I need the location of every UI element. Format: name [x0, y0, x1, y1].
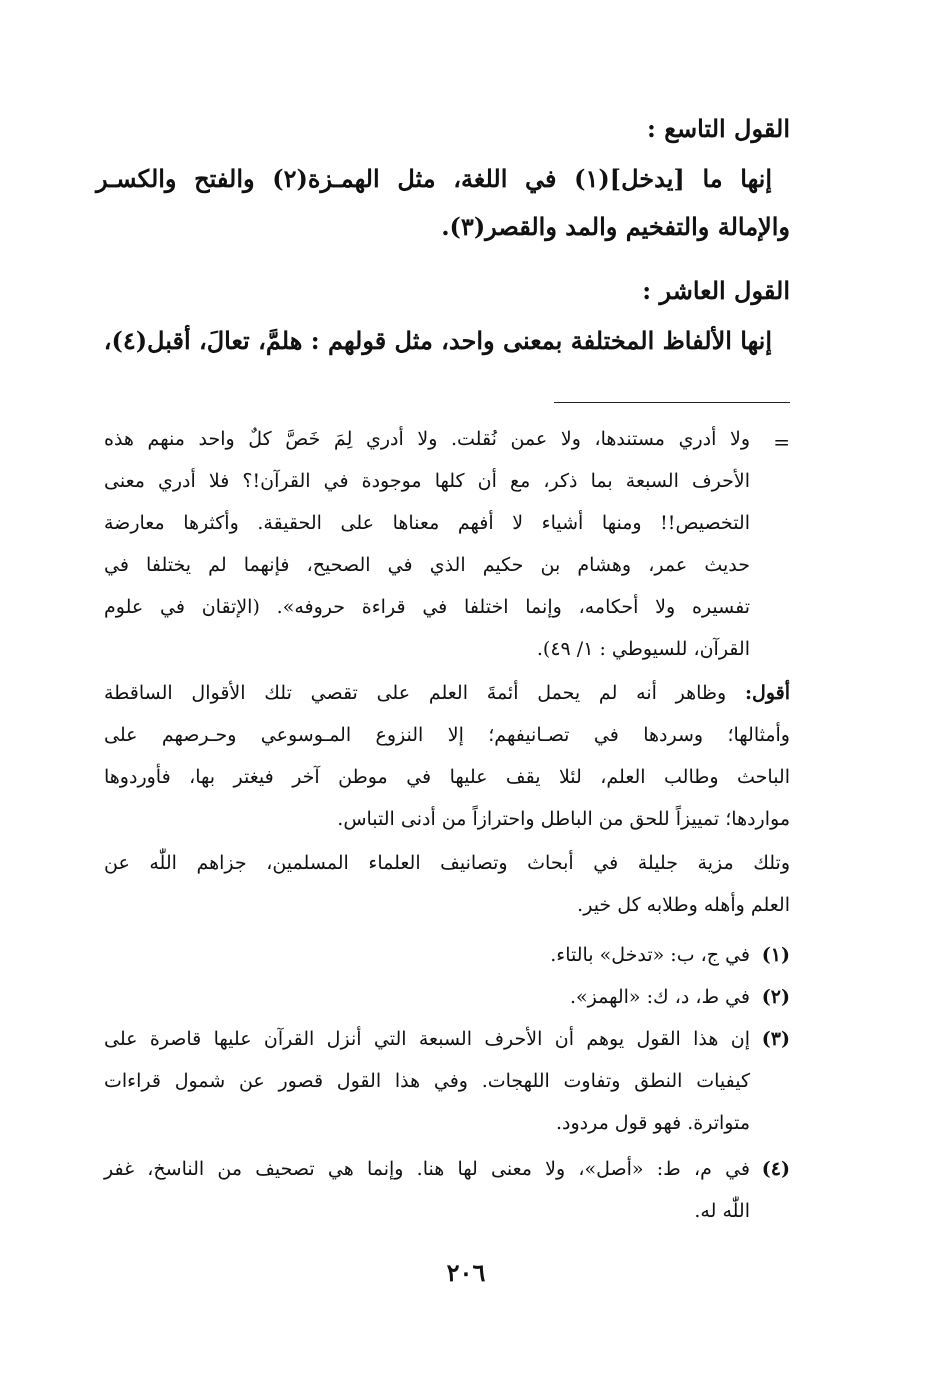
aqul-paragraph-line: مواردها؛ تمييزاً للحق من الباطل واحترازاً من أدنى التباس. — [337, 808, 790, 830]
footnote-number: (٤) — [761, 1158, 790, 1180]
heading-ninth-opinion: القول التاسع : — [647, 114, 790, 143]
main-text-line: إنها ما [يدخل](١) في اللغة، مثل الهمـزة(٢) والفتح والكسـر — [96, 164, 772, 193]
footnote-continuation-line: ولا أدري مستندها، ولا عمن نُقلت. ولا أدري لِمَ خَصَّ كلٌ واحد منهم هذه — [104, 428, 750, 450]
footnote-divider — [554, 402, 790, 403]
heading-tenth-opinion: القول العاشر : — [642, 276, 790, 305]
footnote-text: إن هذا القول يوهم أن الأحرف السبعة التي أنزل القرآن عليها قاصرة على — [104, 1028, 750, 1050]
footnote-continuation-line: حديث عمر، وهشام بن حكيم الذي في الصحيح، فإنهما لم يختلفا في — [104, 554, 750, 576]
closing-paragraph-line: وتلك مزية جليلة في أبحاث وتصانيف العلماء المسلمين، جزاهم اللّٰه عن — [104, 852, 790, 874]
aqul-text: وظاهر أنه لم يحمل أئمةَ العلم على تقصي تلك الأقوال الساقطة — [104, 682, 745, 704]
footnote-text: في ط، د، ك: «الهمز». — [569, 986, 750, 1008]
footnote-continuation-line: التخصيص!! ومنها أشياء لا أفهم معناها على الحقيقة. وأكثرها معارضة — [104, 512, 750, 534]
footnote-text: في ج، ب: «تدخل» بالتاء. — [550, 944, 750, 966]
aqul-paragraph-line: الباحث وطالب العلم، لئلا يقف عليها في موطن آخر فيغتر بها، فأوردوها — [104, 766, 790, 788]
aqul-paragraph-line — [104, 682, 790, 704]
closing-paragraph-line: العلم وأهله وطلابه كل خير. — [577, 894, 790, 916]
footnote-number: (١) — [761, 944, 790, 966]
footnote-number: (٣) — [761, 1028, 790, 1050]
aqul-paragraph-line: وأمثالها؛ وسردها في تصـانيفهم؛ إلا النزوع المـوسوعي وحـرصهم على — [104, 724, 790, 746]
footnote-text: متواترة. فهو قول مردود. — [555, 1112, 750, 1134]
main-text-line: إنها الألفاظ المختلفة بمعنى واحد، مثل قولهم : هلمَّ، تعالَ، أقبل(٤)، — [103, 326, 772, 355]
footnote-continuation-line: القرآن، للسيوطي : ١/ ٤٩). — [536, 638, 750, 660]
main-text-line: والإمالة والتفخيم والمد والقصر(٣). — [441, 212, 790, 241]
continuation-mark: = — [773, 430, 790, 454]
aqul-label: أقول: — [745, 682, 790, 704]
footnote-text: كيفيات النطق وتفاوت اللهجات. وفي هذا القول قصور عن شمول قراءات — [104, 1070, 750, 1092]
footnote-text: في م، ط: «أصل»، ولا معنى لها هنا. وإنما هي تصحيف من الناسخ، غفر — [104, 1158, 750, 1180]
footnote-continuation-line: تفسيره ولا أحكامه، وإنما اختلفا في قراءة حروفه». (الإتقان في علوم — [104, 596, 750, 618]
footnote-number: (٢) — [761, 986, 790, 1008]
footnote-continuation-line: الأحرف السبعة بما ذكر، مع أن كلها موجودة في القرآن!؟ فلا أدري معنى — [104, 470, 750, 492]
page-number: ٢٠٦ — [446, 1258, 486, 1287]
footnote-text: اللّٰه له. — [694, 1200, 750, 1222]
